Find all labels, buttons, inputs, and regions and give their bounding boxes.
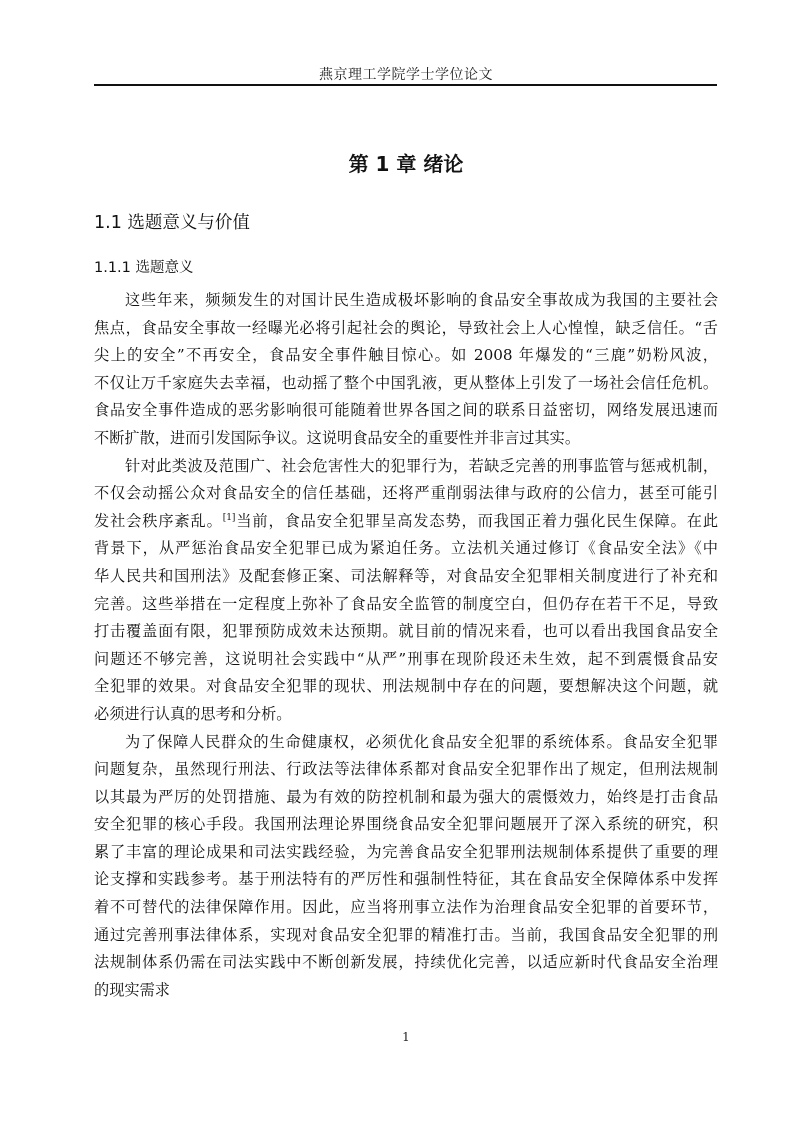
paragraph-line: 焦点，食品安全事故一经曝光必将引起社会的舆论，导致社会上人心惶惶，缺乏信任。“舌 [94, 318, 718, 337]
paragraph-line: 累了丰富的理论成果和司法实践经验，为完善食品安全犯罪刑法规制体系提供了重要的理 [94, 842, 718, 861]
running-header-title: 燕京理工学院学士学位论文 [319, 67, 493, 83]
paragraph-line: 问题还不够完善，这说明社会实践中“从严”刑事在现阶段还未生效，起不到震慑食品安 [94, 649, 718, 668]
header-divider [94, 84, 717, 86]
paragraph-line: 食品安全事件造成的恶劣影响很可能随着世界各国之间的联系日益密切，网络发展迅速而 [94, 401, 718, 420]
paragraph-line: 论支撑和实践参考。基于刑法特有的严厉性和强制性特征，其在食品安全保障体系中发挥 [94, 870, 718, 889]
body-text [94, 287, 718, 1004]
paragraph-line: 通过完善刑事法律体系，实现对食品安全犯罪的精准打击。当前，我国食品安全犯罪的刑 [94, 925, 718, 944]
paragraph-line [94, 508, 718, 536]
paragraph-line: 这些年来，频频发生的对国计民生造成极坏影响的食品安全事故成为我国的主要社会 [125, 291, 718, 309]
page-number: 1 [402, 1030, 410, 1044]
paragraph-line: 为了保障人民群众的生命健康权，必须优化食品安全犯罪的系统体系。食品安全犯罪 [125, 732, 718, 751]
paragraph-line: 不仅让万千家庭失去幸福，也动摇了整个中国乳液，更从整体上引发了一场社会信任危机。 [94, 373, 718, 392]
paragraph-line: 不断扩散，进而引发国际争议。这说明食品安全的重要性并非言过其实。 [94, 428, 580, 447]
paragraph-line: 安全犯罪的核心手段。我国刑法理论界围绕食品安全犯罪问题展开了深入系统的研究，积 [94, 815, 718, 834]
paragraph-line: 不仅会动摇公众对食品安全的信任基础，还将严重削弱法律与政府的公信力，甚至可能引 [94, 484, 718, 503]
paragraph-line: 华人民共和国刑法》及配套修正案、司法解释等，对食品安全犯罪相关制度进行了补充和 [94, 566, 718, 585]
paragraph-line: 全犯罪的效果。对食品安全犯罪的现状、刑法规制中存在的问题，要想解决这个问题，就 [94, 677, 718, 696]
paragraph-line: 的现实需求 [94, 980, 170, 999]
subsection-heading: 1.1.1 选题意义 [94, 260, 194, 276]
paragraph-line: 针对此类波及范围广、社会危害性大的犯罪行为，若缺乏完善的刑事监管与惩戒机制， [125, 456, 718, 475]
paragraph-line-segment: 当前，食品安全犯罪呈高发态势，而我国正着力强化民生保障。在此 [235, 511, 718, 530]
paragraph-line: 打击覆盖面有限，犯罪预防成效未达预期。就目前的情况来看，也可以看出我国食品安全 [94, 622, 718, 641]
paragraph-line: 以其最为严厉的处罚措施、最为有效的防控机制和最为强大的震慑效力，始终是打击食品 [94, 787, 718, 806]
paragraph-line-segment: 发社会秩序紊乱。 [94, 511, 223, 530]
paragraph-line: 着不可替代的法律保障作用。因此，应当将刑事立法作为治理食品安全犯罪的首要环节， [94, 898, 718, 917]
section-heading: 1.1 选题意义与价值 [94, 213, 250, 233]
paragraph-line: 背景下，从严惩治食品安全犯罪已成为紧迫任务。立法机关通过修订《食品安全法》《中 [94, 539, 718, 558]
paragraph-line: 问题复杂，虽然现行刑法、行政法等法律体系都对食品安全犯罪作出了规定，但刑法规制 [94, 760, 718, 779]
citation-reference[interactable]: [1] [222, 512, 236, 523]
paragraph-line: 完善。这些举措在一定程度上弥补了食品安全监管的制度空白，但仍存在若干不足，导致 [94, 594, 718, 613]
paragraph-line: 尖上的安全”不再安全，食品安全事件触目惊心。如 2008 年爆发的“三鹿”奶粉风波， [94, 346, 718, 365]
chapter-title: 第 1 章 绪论 [348, 152, 464, 176]
paragraph-line: 法规制体系仍需在司法实践中不断创新发展，持续优化完善，以适应新时代食品安全治理 [94, 953, 718, 972]
paragraph-line: 必须进行认真的思考和分析。 [94, 704, 292, 723]
